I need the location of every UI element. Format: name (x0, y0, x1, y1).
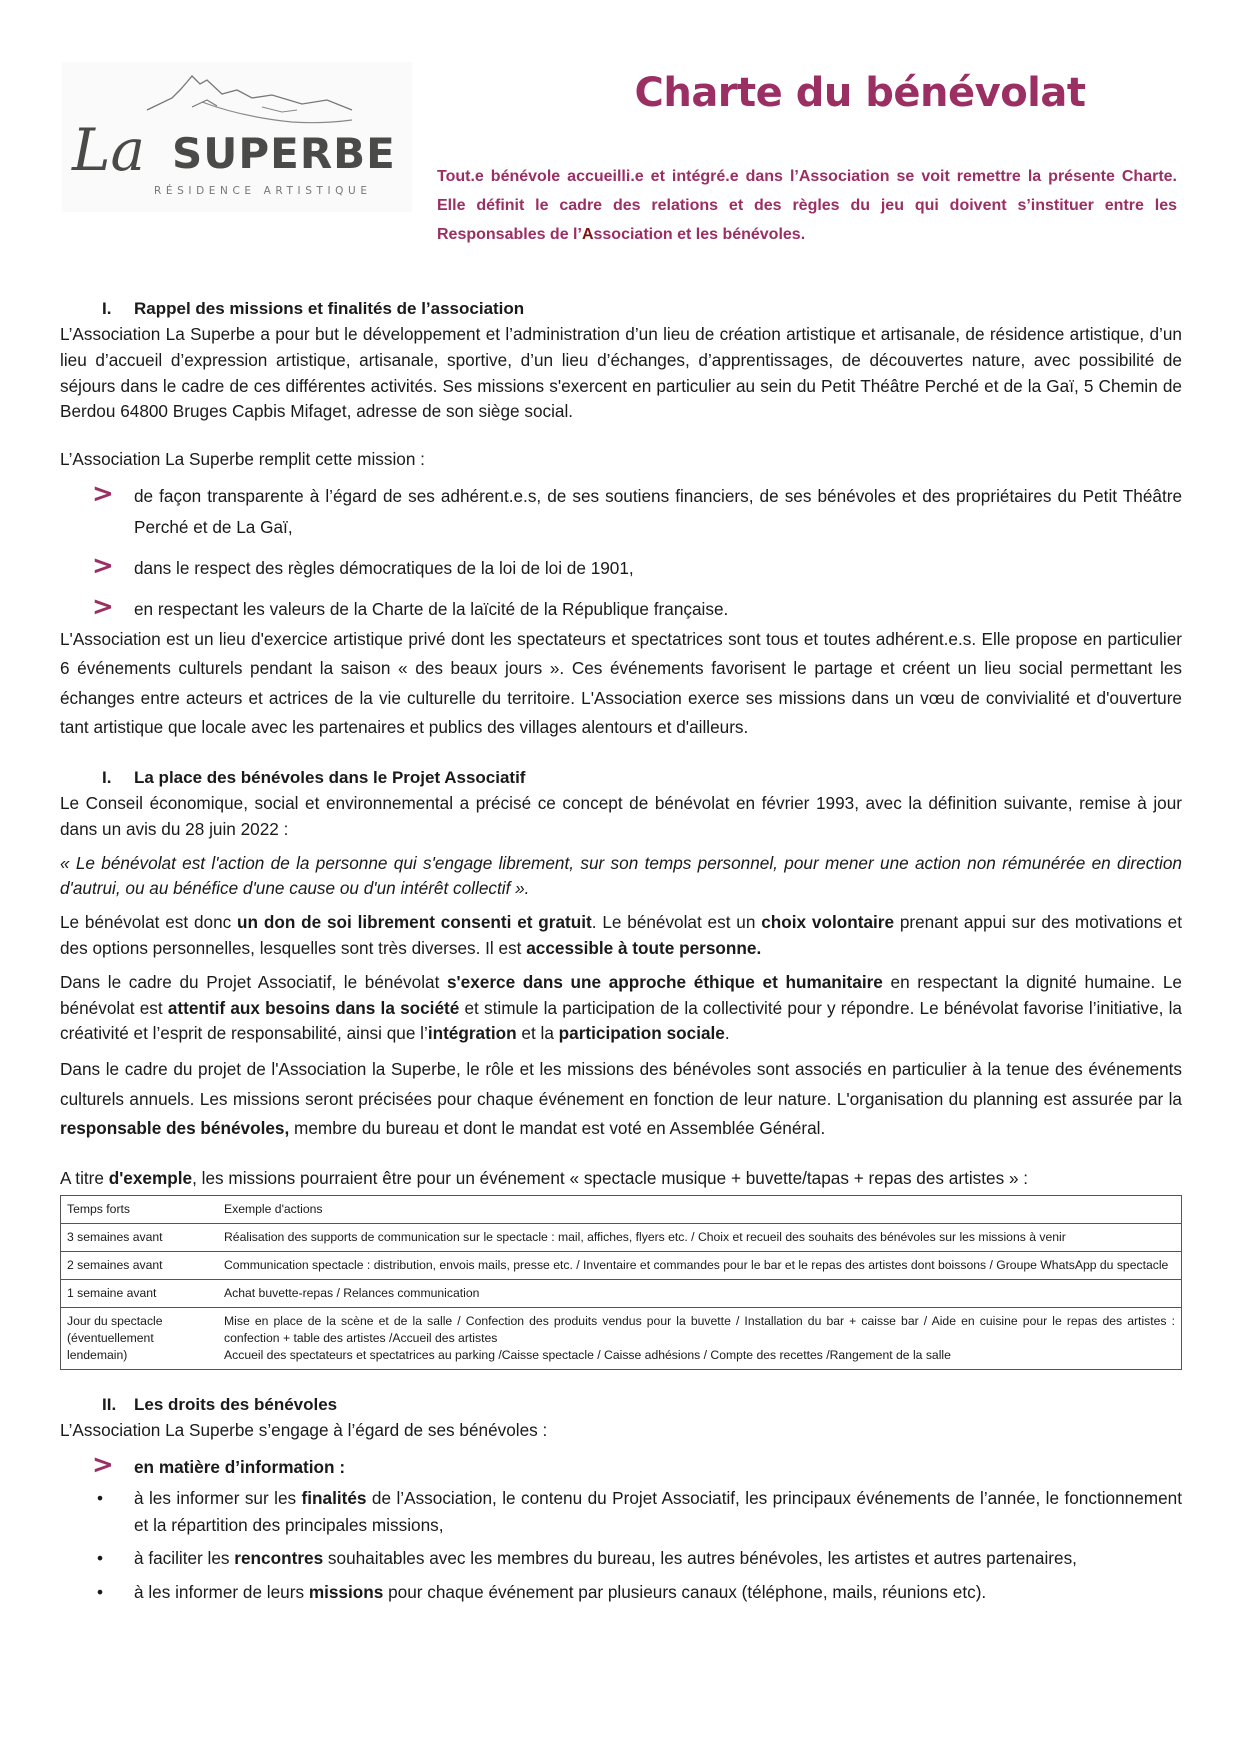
bullet-icon: • (97, 1488, 104, 1509)
table-row: 3 semaines avant Réalisation des supports de communication sur le spectacle : mail, affiches, flyers etc. / Choix et recueil des souhaits des bénévoles sur les missions à venir (61, 1224, 1182, 1252)
bullet-icon: • (97, 1581, 104, 1602)
list-item: • à les informer de leurs missions pour chaque événement par plusieurs canaux (téléphone, mails, réunions etc). (60, 1579, 1182, 1606)
chevron-right-icon: > (92, 1450, 114, 1481)
table-header-cell: Temps forts (61, 1196, 219, 1224)
rights-subheading-list (60, 1452, 1182, 1483)
list-item: > de façon transparente à l’égard de ses adhérent.e.s, de ses soutiens financiers, de ses bénévoles et des propriétaires du Petit Théâtre Perché et de La Gaï, (92, 478, 1182, 537)
mission-list (60, 478, 1182, 625)
section-heading-missions: I. Rappel des missions et finalités de l’association (102, 299, 525, 318)
chevron-right-icon: > (92, 591, 114, 622)
gift-paragraph: Le bénévolat est donc un don de soi librement consenti et gratuit. Le bénévolat est un choix volontaire prenant appui sur des motivations et des options personnelles, lesquelles sont très diverses. Il est accessible à toute personne. (60, 912, 1182, 958)
list-item: > en respectant les valeurs de la Charte de la laïcité de la République française. (92, 591, 729, 622)
list-item: > dans le respect des règles démocratiques de la loi de loi de 1901, (92, 550, 634, 581)
definition-quote: « Le bénévolat est l'action de la personne qui s'engage librement, sur son temps personnel, pour mener une action non rémunérée en direction d'autrui, ou au bénéfice d'une cause ou d'un intérêt collectif ». (60, 852, 1182, 899)
mountain-logo-icon (62, 62, 412, 212)
svg-text:RÉSIDENCE ARTISTIQUE: RÉSIDENCE ARTISTIQUE (154, 185, 372, 197)
planning-paragraph: Dans le cadre du projet de l'Association la Superbe, le rôle et les missions des bénévoles sont associés en particulier à la tenue des événements culturels annuels. Les missions seront précisées pour chaque événement en fonction de leur nature. L'organisation du planning est assurée par la responsable des bénévoles, membre du bureau et dont le mandat est voté en Assemblée Général. (60, 1059, 1182, 1139)
chevron-right-icon: > (92, 478, 114, 509)
list-item: > en matière d’information : (92, 1450, 346, 1481)
association-closing-paragraph: L'Association est un lieu d'exercice artistique privé dont les spectateurs et spectatrices sont tous et toutes adhérent.e.s. Elle propose en particulier 6 événements culturels pendant la saison « des beaux jours ». Ces événements favorisent le partage et créent un lieu social permettant les échanges entre acteurs et actrices de la vie culturelle du territoire. L'Association exerce ses missions dans un vœu de convivialité et d'ouverture tant artistique que locale avec les partenaires et publics des villages alentours et d'ailleurs. (60, 628, 1182, 738)
list-item: • à les informer sur les finalités de l’Association, le contenu du Projet Associatif, les principaux événements de l’année, le fonctionnement et la répartition des principales missions, (60, 1485, 1182, 1538)
table-row: 2 semaines avant Communication spectacle : distribution, envois mails, presse etc. / Inventaire et commandes pour le bar et le repas des artistes dont boissons / Groupe WhatsApp du spectacle (61, 1252, 1182, 1280)
example-actions-table (60, 1195, 1182, 1370)
list-item: • à faciliter les rencontres souhaitables avec les membres du bureau, les autres bénévoles, les artistes et autres partenaires, (60, 1545, 1182, 1572)
table-header-row (61, 1196, 1182, 1224)
rights-intro: L’Association La Superbe s’engage à l’égard de ses bénévoles : (60, 1420, 548, 1441)
document-body (60, 296, 1182, 1612)
chevron-right-icon: > (92, 550, 114, 581)
page-title: Charte du bénévolat (634, 70, 1086, 116)
bullet-icon: • (97, 1548, 104, 1569)
example-intro: A titre d'exemple, les missions pourraient être pour un événement « spectacle musique + buvette/tapas + repas des artistes » : (60, 1167, 1029, 1188)
la-superbe-logo (62, 62, 412, 212)
mission-intro: L’Association La Superbe remplit cette mission : (60, 449, 425, 470)
information-bullets (60, 1485, 1182, 1605)
ethics-paragraph: Dans le cadre du Projet Associatif, le bénévolat s'exerce dans une approche éthique et humanitaire en respectant la dignité humaine. Le bénévolat est attentif aux besoins dans la société et stimule la participation de la collectivité pour y répondre. Le bénévolat favorise l’initiative, la créativité et l’esprit de responsabilité, ainsi que l’intégration et la participation sociale. (60, 971, 1182, 1044)
table-header-cell: Exemple d'actions (218, 1196, 1182, 1224)
section-heading-volunteer-place: I. La place des bénévoles dans le Projet Associatif (102, 767, 526, 787)
intro-paragraph: Tout.e bénévole accueilli.e et intégré.e dans l’Association se voit remettre la présente Charte. Elle définit le cadre des relations et des règles du jeu qui doivent s’instituer entre les Responsables de l’Association et les bénévoles. (437, 168, 1177, 243)
table-row: 1 semaine avant Achat buvette-repas / Relances communication (61, 1280, 1182, 1308)
table-row: Jour du spectacle (éventuellement lendemain) Mise en place de la scène et de la salle / Confection des produits vendus pour la buvette / Installation du bar + caisse bar / Aide en cuisine pour le repas des artistes : confection + table des artistes /Accueil des artistes Accueil des spectateurs et spectatrices au parking /Caisse spectacle / Caisse adhésions / Compte des recettes /Rangement de la salle (61, 1308, 1182, 1370)
section-heading-rights: II. Les droits des bénévoles (102, 1395, 338, 1415)
cese-paragraph: Le Conseil économique, social et environnemental a précisé ce concept de bénévolat en février 1993, avec la définition suivante, remise à jour dans un avis du 28 juin 2022 : (60, 792, 1182, 839)
svg-text:La: La (72, 116, 146, 184)
missions-paragraph: L’Association La Superbe a pour but le développement et l’administration d’un lieu de création artistique et artisanale, de résidence artistique, d’un lieu d’accueil d’expression artistique, artisanale, sportive, d’un lieu d’échanges, d’apprentissages, de découvertes nature, avec possibilité de séjours dans le cadre de ces différentes activités. Ses missions s'exercent en particulier au sein du Petit Théâtre Perché et de la Gaï, 5 Chemin de Berdou 64800 Bruges Capbis Mifaget, adresse de son siège social. (60, 324, 1182, 422)
svg-text:SUPERBE: SUPERBE (172, 129, 396, 178)
